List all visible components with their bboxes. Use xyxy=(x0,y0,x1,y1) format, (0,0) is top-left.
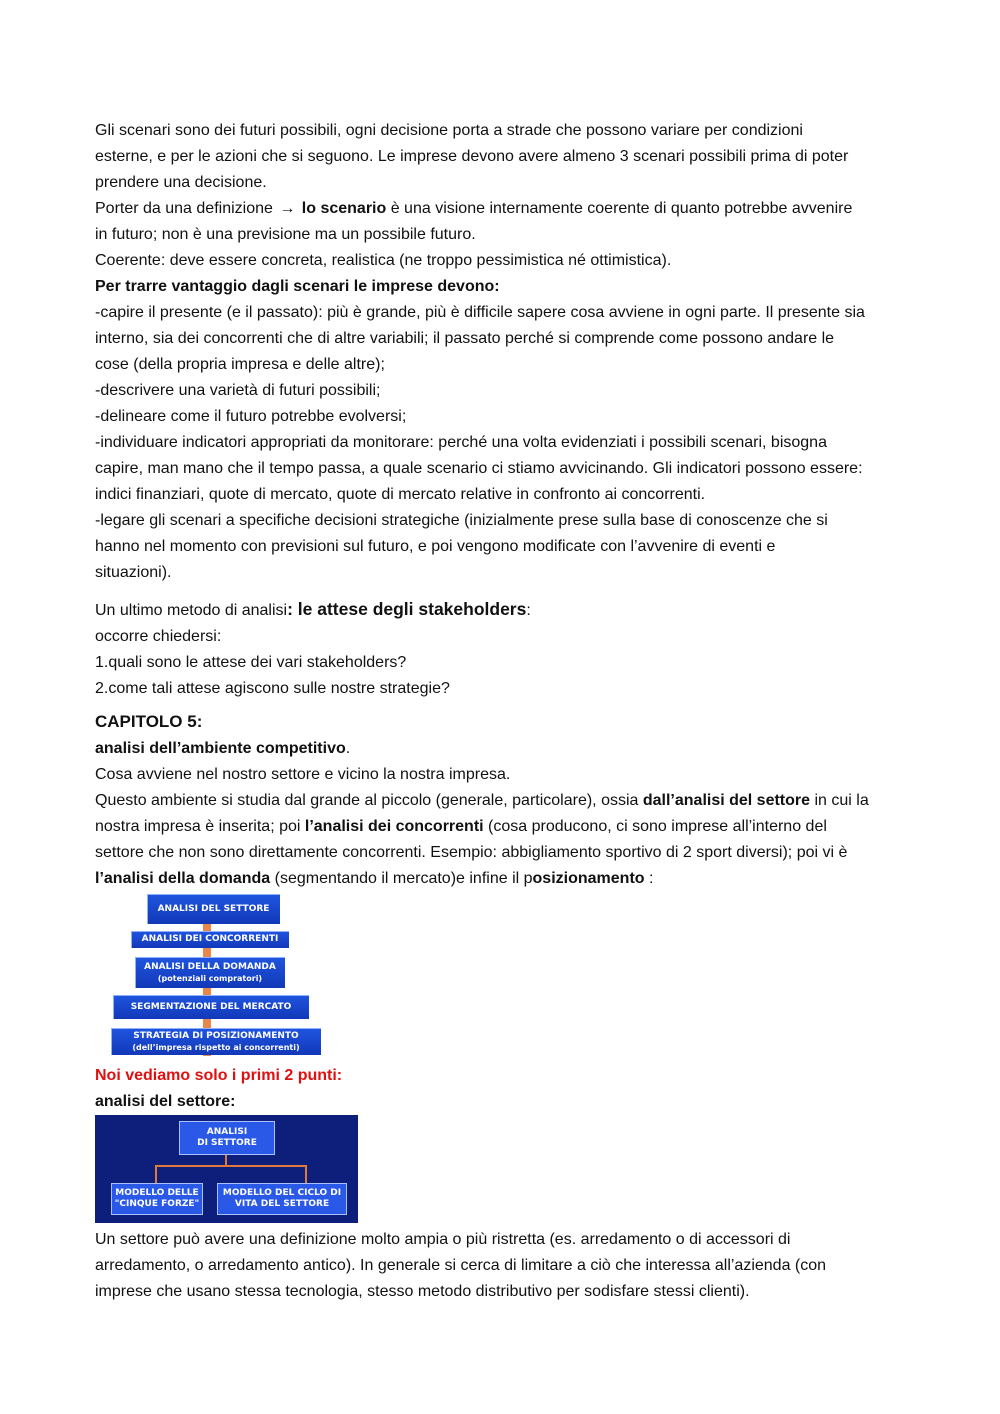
stakeholders-line xyxy=(95,596,910,624)
diagram-connector xyxy=(305,1165,307,1185)
document-page xyxy=(95,118,910,1305)
bold-term: analisi dell’ambiente competitivo xyxy=(95,740,346,757)
diagram-label: ANALISI DELLA DOMANDA xyxy=(144,961,276,972)
text-line: Un settore può avere una definizione molto ampia o più ristretta (es. arredamento o di accessori di xyxy=(95,1231,791,1248)
bold-term: : le attese degli stakeholders xyxy=(287,599,527,619)
diagram-label: ANALISI DEL SETTORE xyxy=(157,903,270,914)
diagram-box-cinque-forze xyxy=(111,1183,203,1215)
diagram-label: MODELLO DEL CICLO DI xyxy=(222,1188,342,1198)
text-line: in futuro; non è una previsione ma un possibile futuro. xyxy=(95,226,476,243)
diagram-box-analisi-concorrenti xyxy=(131,931,289,948)
diagram-label: SEGMENTAZIONE DEL MERCATO xyxy=(130,1001,292,1012)
diagram-box-analisi-settore xyxy=(147,894,280,924)
text-span: : xyxy=(644,870,654,887)
text-line: esterne, e per le azioni che si seguono. Le imprese devono avere almeno 3 scenari possibili prima di poter xyxy=(95,148,849,165)
porter-line xyxy=(95,196,910,222)
text-line: prendere una decisione. xyxy=(95,174,267,191)
text-span: : xyxy=(526,602,531,619)
text-line xyxy=(95,788,910,814)
diagram-sublabel: (potenziali compratori) xyxy=(157,973,263,983)
bold-term: l’analisi della domanda xyxy=(95,870,271,887)
text-line: hanno nel momento con previsioni sul futuro, e poi vengono modificate con l’avvenire di eventi e xyxy=(95,538,776,555)
text-span: Questo ambiente si studia dal grande al piccolo (generale, particolare), ossia xyxy=(95,792,643,809)
text-line: Coerente: deve essere concreta, realistica (ne troppo pessimistica né ottimistica). xyxy=(95,252,672,269)
diagram-box-posizionamento xyxy=(111,1028,321,1055)
text-line xyxy=(95,814,910,840)
text-span: è una visione internamente coerente di quanto potrebbe avvenire xyxy=(386,200,853,217)
diagram-label: ANALISI DEI CONCORRENTI xyxy=(141,934,279,944)
text-line: Cosa avviene nel nostro settore e vicino la nostra impresa. xyxy=(95,766,511,783)
text-line: -individuare indicatori appropriati da monitorare: perché una volta evidenziati i possibili scenari, bisogna xyxy=(95,434,827,451)
chapter-subtitle xyxy=(95,736,910,762)
text-line: -delineare come il futuro potrebbe evolversi; xyxy=(95,408,407,425)
text-span: Porter da una definizione xyxy=(95,200,278,217)
text-line: settore che non sono direttamente concorrenti. Esempio: abbigliamento sportivo di 2 sport diversi); poi vi è xyxy=(95,844,848,861)
chapter-heading: CAPITOLO 5: xyxy=(95,712,203,731)
diagram-label: "CINQUE FORZE" xyxy=(114,1199,200,1209)
bold-term: osizionamento xyxy=(532,870,645,887)
section-heading: Per trarre vantaggio dagli scenari le imprese devono: xyxy=(95,278,500,295)
diagram-box-ciclo-di-vita xyxy=(217,1183,347,1215)
text-line: capire, man mano che il tempo passa, a quale scenario ci stiamo avvicinando. Gli indicatori possono essere: xyxy=(95,460,863,477)
diagram-label: MODELLO DELLE xyxy=(115,1188,199,1198)
sector-analysis-diagram xyxy=(95,1115,358,1223)
text-span: in cui la xyxy=(810,792,869,809)
text-line: imprese che usano stessa tecnologia, stesso metodo distributivo per sodisfare stessi clienti). xyxy=(95,1283,750,1300)
text-span: . xyxy=(345,740,351,757)
diagram-label: ANALISI xyxy=(206,1127,248,1137)
bold-term: l’analisi dei concorrenti xyxy=(304,818,484,835)
diagram-box-analisi-domanda xyxy=(135,957,285,988)
text-line: -capire il presente (e il passato): più è grande, più è difficile sapere cosa avviene in ogni parte. Il presente sia xyxy=(95,304,865,321)
text-line: interno, sia dei concorrenti che di altre variabili; il passato perché si comprende come possono andare le xyxy=(95,330,835,347)
diagram-sublabel: (dell’impresa rispetto ai concorrenti) xyxy=(132,1042,300,1052)
diagram-label: DI SETTORE xyxy=(197,1138,257,1148)
text-line: Gli scenari sono dei futuri possibili, ogni decisione porta a strade che possono variare per condizioni xyxy=(95,122,803,139)
diagram-box-segmentazione xyxy=(113,995,309,1019)
diagram-box-analisi-di-settore xyxy=(179,1121,275,1155)
text-line: 2.come tali attese agiscono sulle nostre strategie? xyxy=(95,680,450,697)
text-line: occorre chiedersi: xyxy=(95,628,222,645)
text-line: situazioni). xyxy=(95,564,172,581)
diagram-label: VITA DEL SETTORE xyxy=(234,1199,330,1209)
text-line: arredamento, o arredamento antico). In generale si cerca di limitare a ciò che interessa all’azienda (con xyxy=(95,1257,827,1274)
section-heading: analisi del settore: xyxy=(95,1093,236,1110)
text-span: (cosa producono, ci sono imprese all’interno del xyxy=(483,818,827,835)
text-line: 1.quali sono le attese dei vari stakeholders? xyxy=(95,654,407,671)
arrow-right-icon: → xyxy=(279,200,296,217)
bold-term: dall’analisi del settore xyxy=(642,792,811,809)
highlight-note: Noi vediamo solo i primi 2 punti: xyxy=(95,1067,343,1084)
bold-term: lo scenario xyxy=(297,200,387,217)
diagram-connector xyxy=(155,1165,307,1167)
text-span: Un ultimo metodo di analisi xyxy=(95,602,288,619)
diagram-connector xyxy=(155,1165,157,1185)
diagram-label: STRATEGIA DI POSIZIONAMENTO xyxy=(133,1030,299,1041)
text-line: -descrivere una varietà di futuri possibili; xyxy=(95,382,381,399)
text-span: nostra impresa è inserita; poi xyxy=(95,818,305,835)
text-line xyxy=(95,866,910,892)
text-line: indici finanziari, quote di mercato, quote di mercato relative in confronto ai concorrenti. xyxy=(95,486,706,503)
analysis-flow-diagram xyxy=(107,894,329,1057)
text-line: -legare gli scenari a specifiche decisioni strategiche (inizialmente prese sulla base di conoscenze che si xyxy=(95,512,828,529)
text-line: cose (della propria impresa e delle altre); xyxy=(95,356,385,373)
text-span: (segmentando il mercato)e infine il p xyxy=(270,870,533,887)
